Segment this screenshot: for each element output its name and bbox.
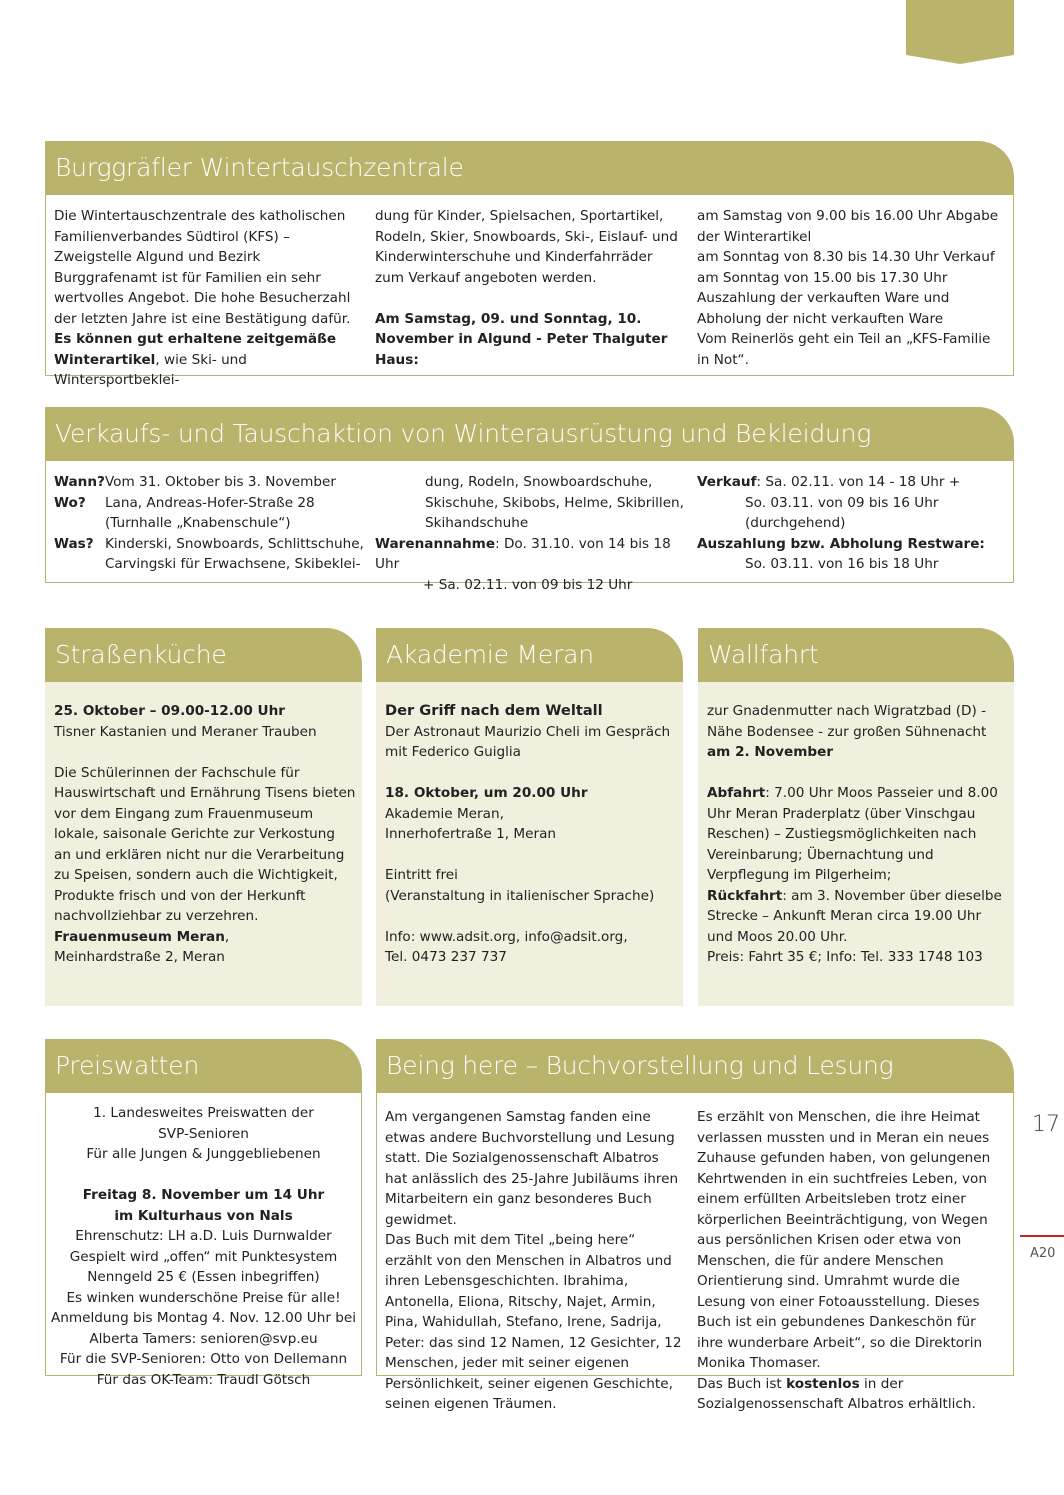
- burggraefler-col3: [697, 206, 1005, 370]
- being-here-p4-pre: Das Buch ist: [697, 1375, 787, 1392]
- section-title-preiswatten: Preiswatten: [45, 1039, 362, 1093]
- wallfahrt-intro: zur Gnadenmutter nach Wigratzbad (D) - Nähe Bodensee - zur großen Sühnenacht: [707, 703, 987, 740]
- akademie-info: Info: www.adsit.org, info@adsit.org,: [385, 928, 628, 945]
- preiswatten-l5: Gespielt wird „offen“ mit Punktesystem: [69, 1248, 338, 1265]
- wallfahrt-preis: Preis: Fahrt 35 €; Info: Tel. 333 1748 103: [707, 949, 983, 965]
- wallfahrt-text: [707, 701, 1010, 968]
- section-title-strassenkueche: Straßenküche: [45, 628, 362, 682]
- preiswatten-l10: Für die SVP-Senioren: Otto von Dellemann: [59, 1351, 348, 1367]
- burggraefler-items: dung für Kinder, Spielsachen, Sportartikel, Rodeln, Skier, Snowboards, Ski-, Eislauf- und Kinderwinterschuhe und Kinderfahrräder zum Verkauf angeboten werden.: [375, 208, 678, 286]
- rueckfahrt-label: Rückfahrt: [707, 887, 783, 904]
- section-title-being-here: Being here – Buchvorstellung und Lesung: [376, 1039, 1014, 1093]
- being-here-p3: Es erzählt von Menschen, die ihre Heimat verlassen mussten und in Meran ein neues Zuhause gefunden haben, von gelungenen Kehrtwenden in ein suchtfreies Leben, von einem erfüllten Arbeitsleben trotz einer körperlichen Beeinträchtigung, von Wegen aus persönlichen Krisen oder etwa von Menschen, die für andere Menschen Orientierung sind. Umrahmt wurde die Lesung von einer Fotoausstellung. Dieses Buch ist ein gebundenes Dankeschön für ihre wunderbare Arbeit“, so die Direktorin Monika Thomaser.: [697, 1109, 991, 1371]
- burggraefler-col2: [375, 206, 681, 370]
- burggraefler-sun1: am Sonntag von 8.30 bis 14.30 Uhr Verkauf: [697, 249, 995, 265]
- akademie-lang: (Veranstaltung in italienischer Sprache): [385, 887, 655, 904]
- preiswatten-l4: Ehrenschutz: LH a.D. Luis Durnwalder: [75, 1228, 332, 1244]
- strassenkueche-para: Die Schülerinnen der Fachschule für Hauswirtschaft und Ernährung Tisens bieten vor dem Eingang zum Frauenmuseum lokale, saisonale Gerichte zur Verkostung an und erklären nicht nur die Verarbeitung zu Speisen, sondern auch die Wichtigkeit, Produkte frisch und von der Herkunft nachvollziehbar zu verzehren.: [54, 764, 356, 924]
- being-here-p1: Am vergangenen Samstag fanden eine etwas andere Buchvorstellung und Lesung statt. Die Sozialgenossenschaft Albatros hat anlässlich des 25-Jahre Jubiläums ihren Mitarbeitern ein ganz besonderes Buch gewidmet.: [385, 1109, 679, 1228]
- preiswatten-b2: im Kulturhaus von Nals: [114, 1207, 293, 1224]
- akademie-place2: Innerhofertraße 1, Meran: [385, 826, 557, 842]
- wallfahrt-date: am 2. November: [707, 744, 834, 760]
- verkauf-col2: [375, 472, 690, 595]
- page-marker-line: [1020, 1235, 1064, 1237]
- strassenkueche-line: Tisner Kastanien und Meraner Trauben: [54, 723, 317, 740]
- preiswatten-l6: Nenngeld 25 € (Essen inbegriffen): [87, 1269, 320, 1285]
- verkauf-col1: [54, 472, 364, 575]
- verkauf-col3: [697, 472, 1007, 575]
- burggraefler-intro: Die Wintertauschzentrale des katholischen Familienverbandes Südtirol (KFS) – Zweigstelle Algund und Bezirk Burggrafenamt ist für Familien ein sehr wertvolles Angebot. Die hohe Besucherzahl der letzten Jahre ist eine Bestätigung dafür.: [54, 208, 351, 327]
- preiswatten-l7: Es winken wunderschöne Preise für alle!: [66, 1289, 341, 1306]
- abfahrt-value: : 7.00 Uhr Moos Passeier und 8.00 Uhr Meran Praderplatz (über Vinschgau Reschen) – Zustiegsmöglichkeiten nach Vereinbarung; Übernachtung und Verpflegung im Pilgerheim;: [707, 785, 998, 883]
- verkauf-items-cont: dung, Rodeln, Snowboardschuhe, Skischuhe, Skibobs, Helme, Skibrillen, Skihandschuhe: [425, 474, 684, 531]
- preiswatten-l11: Für das OK-Team: Traudl Götsch: [96, 1371, 311, 1388]
- akademie-place1: Akademie Meran,: [385, 805, 504, 822]
- annahme-value2: + Sa. 02.11. von 09 bis 12 Uhr: [423, 576, 633, 593]
- page-code: A20: [1030, 1246, 1056, 1261]
- strassenkueche-comma: ,: [224, 928, 230, 945]
- strassenkueche-date: 25. Oktober – 09.00-12.00 Uhr: [54, 703, 285, 719]
- burggraefler-bold: Es können gut erhaltene zeitgemäße Winterartikel: [54, 331, 337, 368]
- preiswatten-b1: Freitag 8. November um 14 Uhr: [82, 1187, 325, 1203]
- abfahrt-label: Abfahrt: [707, 785, 766, 801]
- was-label: Was?: [54, 535, 94, 552]
- being-here-p4-post: in der Sozialgenossenschaft Albatros erhältlich.: [697, 1375, 976, 1412]
- akademie-tel: Tel. 0473 237 737: [385, 949, 507, 965]
- strassenkueche-place: Frauenmuseum Meran: [54, 928, 225, 945]
- akademie-text: [385, 701, 677, 968]
- strassenkueche-addr: Meinhardstraße 2, Meran: [54, 949, 225, 965]
- wann-value: Vom 31. Oktober bis 3. November: [104, 474, 336, 490]
- being-here-p2: Das Buch mit dem Titel „being here“ erzählt von den Menschen in Albatros und ihren Lebensgeschichten. Ibrahima, Antonella, Eliona, Ritschy, Najet, Armin, Pina, Wahidullah, Stefano, Irene, Sadrija, Peter: das sind 12 Namen, 12 Gesichter, 12 Menschen, jeder mit seiner eigenen Persönlichkeit, seiner eigenen Geschichte, seinen eigenen Träumen.: [385, 1232, 682, 1412]
- burggraefler-date: Am Samstag, 09. und Sonntag, 10. November in Algund - Peter Thalguter Haus:: [375, 310, 668, 368]
- burggraefler-note: Vom Reinerlös geht ein Teil an „KFS-Familie in Not“.: [697, 331, 991, 368]
- strassenkueche-text: [54, 701, 356, 968]
- preiswatten-l1: 1. Landesweites Preiswatten der: [93, 1105, 314, 1121]
- section-title-akademie: Akademie Meran: [376, 628, 683, 682]
- was-value: Kinderski, Snowboards, Schlittschuhe, Carvingski für Erwachsene, Skibeklei-: [104, 535, 364, 572]
- akademie-date: 18. Oktober, um 20.00 Uhr: [385, 785, 588, 801]
- preiswatten-text: [48, 1103, 359, 1390]
- section-title-wallfahrt: Wallfahrt: [698, 628, 1014, 682]
- wo-value: Lana, Andreas-Hofer-Straße 28 (Turnhalle „Knabenschule“): [104, 494, 315, 531]
- burggraefler-col1: [54, 206, 359, 391]
- rueckfahrt-value: : am 3. November über dieselbe Strecke – Ankunft Meran circa 19.00 Uhr und Moos 20.00 Uhr.: [707, 887, 1002, 945]
- preiswatten-l9: Alberta Tamers: senioren@svp.eu: [89, 1330, 318, 1347]
- auszahlung-label: Auszahlung bzw. Abholung Restware:: [697, 535, 985, 552]
- burggraefler-sun2: am Sonntag von 15.00 bis 17.30 Uhr Auszahlung der verkauften Ware und Abholung der nicht verkauften Ware: [697, 269, 950, 327]
- preiswatten-l8: Anmeldung bis Montag 4. Nov. 12.00 Uhr bei: [50, 1310, 357, 1326]
- auszahlung-value: So. 03.11. von 16 bis 18 Uhr: [745, 556, 939, 572]
- corner-tab: [906, 0, 1014, 64]
- page-number: 17: [1032, 1112, 1060, 1137]
- verkauf-label: Verkauf: [697, 474, 757, 490]
- preiswatten-l2: SVP-Senioren: [158, 1125, 249, 1142]
- wo-label: Wo?: [54, 494, 86, 511]
- wann-label: Wann?: [54, 474, 105, 490]
- being-here-p4-bold: kostenlos: [786, 1375, 860, 1392]
- section-title-burggraefler: Burggräfler Wintertauschzentrale: [45, 141, 1014, 195]
- akademie-head: Der Griff nach dem Weltall: [385, 702, 603, 719]
- akademie-sub: Der Astronaut Maurizio Cheli im Gespräch mit Federico Guiglia: [385, 723, 671, 760]
- burggraefler-sat: am Samstag von 9.00 bis 16.00 Uhr Abgabe der Winterartikel: [697, 208, 999, 245]
- being-here-col2: [697, 1107, 1005, 1415]
- preiswatten-l3: Für alle Jungen & Junggebliebenen: [86, 1146, 321, 1162]
- verkauf-value: : Sa. 02.11. von 14 - 18 Uhr +: [756, 474, 961, 490]
- annahme-value: : Do. 31.10. von 14 bis 18 Uhr: [375, 535, 671, 572]
- verkauf-value2: So. 03.11. von 09 bis 16 Uhr (durchgehend): [745, 494, 939, 531]
- section-title-verkauf: Verkaufs- und Tauschaktion von Winterausrüstung und Bekleidung: [45, 407, 1014, 461]
- annahme-label: Warenannahme: [375, 535, 496, 552]
- being-here-col1: [385, 1107, 683, 1415]
- burggraefler-rest: , wie Ski- und Wintersportbeklei-: [54, 351, 247, 388]
- akademie-entry: Eintritt frei: [385, 867, 458, 883]
